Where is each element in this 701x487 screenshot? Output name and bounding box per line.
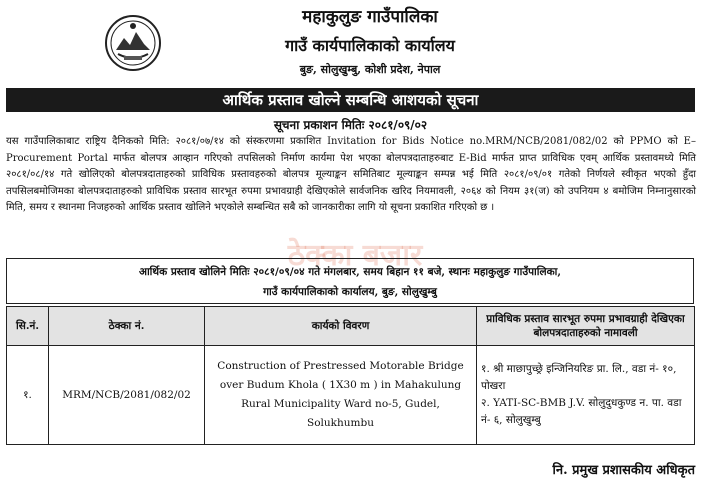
table-header-row bbox=[7, 307, 695, 346]
notice-body: यस गाउँपालिकाबाट राष्ट्रिय दैनिकको मिति: २०८१/०७/१४ को संस्करणमा प्रकाशित Invitation for Bids Notice no.MRM/NCB/2081/082/02 को PPMO को E–Procurement Portal मार्फत बोलपत्र आव्हान गरिएको तपसिलको निर्माण कार्यमा पेश भएका बोलपत्रदाताहरुबाट E-Bid मार्फत प्राप्त प्राविधिक एवम् आर्थिक प्रस्तावमध्ये मिति २०८१/०८/१४ गते खोलिएको बोलपत्रदाताहरुको प्राविधिक प्रस्तावहरुको बोलपत्र मूल्याङ्कन समितिबाट मूल्याङ्कन सम्पन्न भई मिति २०८१/०९/०१ गतेको निर्णयले स्वीकृत भएको हुँदा तपसिलबमोजिमका बोलपत्रदाताहरुको प्राविधिक प्रस्ताव सारभूत रुपमा प्रभावग्राही देखिएकोले सार्वजनिक खरिद नियमावली, २०६४ को नियम ३१(ज) को उपनियम ४ बमोजिम निम्नानुसारको मिति, समय र स्थानमा निजहरुको आर्थिक प्रस्ताव खोलिने भएकोले सम्बन्धित सबै को जानकारीका लागि यो सूचना प्रकाशित गरिएको छ । bbox=[6, 136, 696, 214]
watermark-logo: ठेक्का बजार bbox=[287, 238, 423, 273]
row-work-description: Construction of Prestressed Motorable Bridge over Budum Khola ( 1X30 m ) in Mahakulung Rural Municipality Ward no-5, Gudel, Solukhumbu bbox=[205, 346, 477, 445]
signatory-title: नि. प्रमुख प्रशासकीय अधिकृत bbox=[552, 463, 695, 478]
notice-title-banner: आर्थिक प्रस्ताव खोल्ने सम्बन्धि आशयको सूचना bbox=[6, 88, 695, 112]
opening-venue-line: गाउँ कार्यपालिकाको कार्यालय, बुङ, सोलुखुम्बु bbox=[263, 286, 437, 298]
office-name: महाकुलुङ गाउँपालिका bbox=[302, 7, 438, 27]
notice-header bbox=[0, 0, 701, 88]
bidder-item: १. श्री माछापुच्छ्रे इन्जिनियरिङ प्रा. लि., वडा नं- १०, पोखरा bbox=[481, 363, 677, 392]
col-header-bidders: प्राविधिक प्रस्ताव सारभूत रुपमा प्रभावग्राही देखिएका बोलपत्रदाताहरुको नामावली bbox=[477, 307, 695, 346]
publication-date: सूचना प्रकाशन मितिः २०८१/०९/०२ bbox=[273, 118, 428, 132]
row-contract-no: MRM/NCB/2081/082/02 bbox=[49, 346, 205, 445]
row-bidders bbox=[477, 346, 695, 445]
office-subtitle: गाउँ कार्यपालिकाको कार्यालय bbox=[285, 36, 455, 55]
bidder-item: २. YATI-SC-BMB J.V. सोलुदुधकुण्ड न. पा. वडा नं- ६, सोलुखुम्बु bbox=[481, 397, 682, 426]
table-row bbox=[7, 346, 695, 445]
opening-date-line: आर्थिक प्रस्ताव खोलिने मितिः २०८१/०९/०४ गते मंगलबार, समय बिहान ११ बजे, स्थानः महाकुलुङ गाउँपालिका, bbox=[138, 266, 562, 278]
col-header-contract-no: ठेक्का नं. bbox=[49, 307, 205, 346]
bidders-table bbox=[6, 306, 695, 445]
office-address: बुङ, सोलुखुम्बु, कोशी प्रदेश, नेपाल bbox=[299, 63, 441, 76]
government-emblem-icon bbox=[104, 14, 162, 72]
opening-details-box bbox=[6, 258, 694, 304]
row-sn: १. bbox=[7, 346, 49, 445]
col-header-sn: सि.नं. bbox=[7, 307, 49, 346]
col-header-work: कार्यको विवरण bbox=[205, 307, 477, 346]
